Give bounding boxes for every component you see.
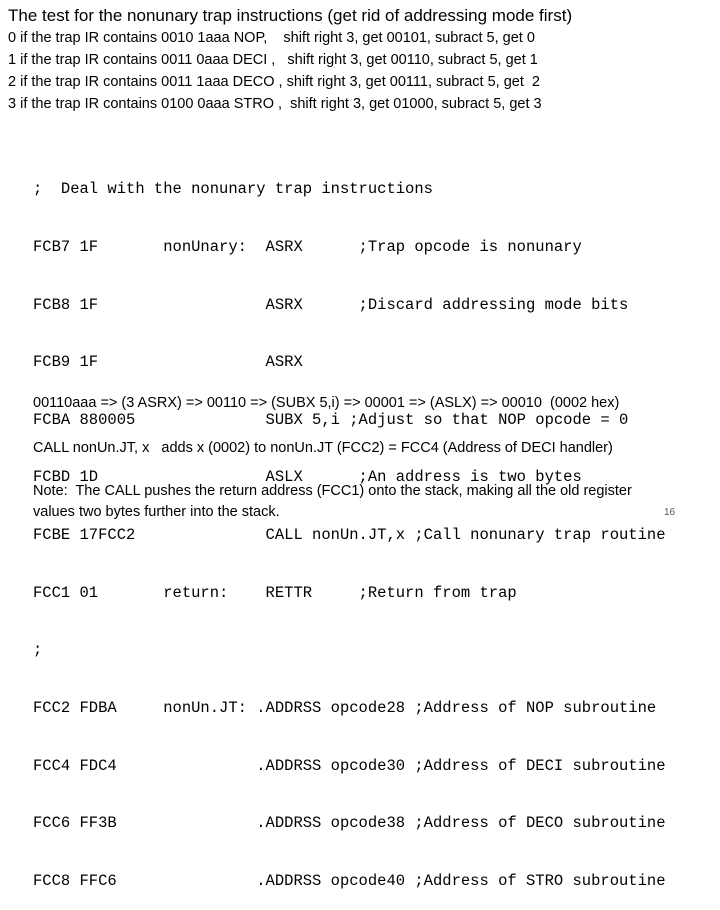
code-line: FCB7 1F nonUnary: ASRX ;Trap opcode is nonunary <box>33 238 582 257</box>
rule-line-1: 1 if the trap IR contains 0011 0aaa DECI , shift right 3, get 00110, subract 5, get 1 <box>8 52 538 68</box>
code-line: FCBE 17FCC2 CALL nonUn.JT,x ;Call nonunary trap routine <box>33 526 666 545</box>
call-explanation: CALL nonUn.JT, x adds x (0002) to nonUn.JT (FCC2) = FCC4 (Address of DECI handler) <box>33 440 613 456</box>
code-line: FCB9 1F ASRX <box>33 353 303 372</box>
rule-line-2: 2 if the trap IR contains 0011 1aaa DECO , shift right 3, get 00111, subract 5, get 2 <box>8 74 540 90</box>
code-line: FCB8 1F ASRX ;Discard addressing mode bits <box>33 295 629 314</box>
code-line: FCBD 1D ASLX ;An address is two bytes <box>33 468 582 487</box>
rule-line-3: 3 if the trap IR contains 0100 0aaa STRO , shift right 3, get 01000, subract 5, get 3 <box>8 96 542 112</box>
rule-line-0: 0 if the trap IR contains 0010 1aaa NOP, shift right 3, get 00101, subract 5, get 0 <box>8 30 535 46</box>
note-line-2: values two bytes further into the stack. <box>33 504 280 520</box>
slide-title: The test for the nonunary trap instructions (get rid of addressing mode first) <box>8 6 573 25</box>
code-line: FCC6 FF3B .ADDRSS opcode38 ;Address of DECO subroutine <box>33 814 666 833</box>
code-line: FCC1 01 return: RETTR ;Return from trap <box>33 583 517 602</box>
code-line: FCC2 FDBA nonUn.JT: .ADDRSS opcode28 ;Address of NOP subroutine <box>33 698 657 717</box>
code-line: FCC4 FDC4 .ADDRSS opcode30 ;Address of DECI subroutine <box>33 756 666 775</box>
code-listing <box>33 142 666 910</box>
code-line: FCC8 FFC6 .ADDRSS opcode40 ;Address of STRO subroutine <box>33 871 666 890</box>
conversion-line: 00110aaa => (3 ASRX) => 00110 => (SUBX 5,i) => 00001 => (ASLX) => 00010 (0002 hex) <box>33 395 620 411</box>
code-line: ; <box>33 641 43 660</box>
note-line-1: Note: The CALL pushes the return address (FCC1) onto the stack, making all the old register <box>33 483 632 499</box>
code-line: FCBA 880005 SUBX 5,i ;Adjust so that NOP opcode = 0 <box>33 410 629 429</box>
page-number: 16 <box>664 507 676 518</box>
code-line: ; Deal with the nonunary trap instructions <box>33 180 433 199</box>
